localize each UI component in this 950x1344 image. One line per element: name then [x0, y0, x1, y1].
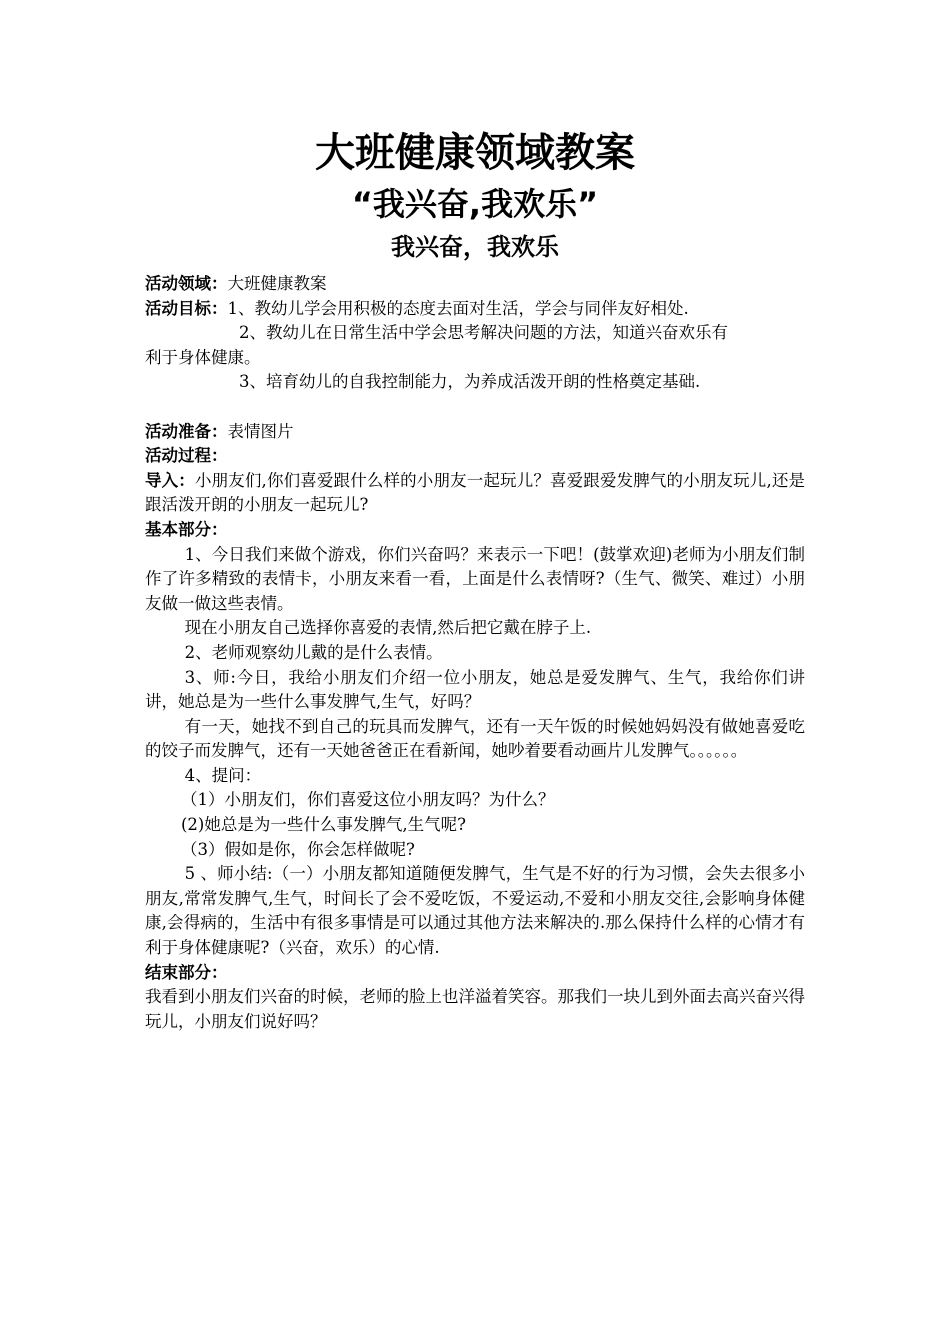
- activity-goal-2b: 利于身体健康。: [145, 347, 261, 367]
- question-3: （3）假如是你，你会怎样做呢?: [181, 839, 415, 859]
- intro-paragraph: [145, 469, 805, 518]
- document-subtitle: “我兴奋,我欢乐”: [351, 185, 599, 223]
- intro-label: 导入：: [145, 470, 195, 490]
- document-title: 大班健康领域教案: [315, 130, 635, 176]
- activity-domain-label: 活动领域：: [145, 274, 228, 293]
- intro-text: 小朋友们,你们喜爱跟什么样的小朋友一起玩儿？喜爱跟爱发脾气的小朋友玩儿,还是跟活泼开朗的小朋友一起玩儿?: [145, 470, 805, 515]
- activity-goal-3: 3、培育幼儿的自我控制能力，为养成活泼开朗的性格奠定基础.: [239, 372, 701, 392]
- activity-goal-label: 活动目标：: [145, 298, 228, 318]
- paragraph-6: 4、提问：: [184, 765, 262, 785]
- paragraph-7: 5 、师小结:（一）小朋友都知道随便发脾气，生气是不好的行为习惯，会失去很多小朋友,常常发脾气,生气，时间长了会不爱吃饭，不爱运动,不爱和小朋友交往,会影响身体健康,会得病的，生活中有很多事情是可以通过其他方法来解决的.那么保持什么样的心情才有利于身体健康呢?（兴奋，欢乐）的心情.: [145, 864, 805, 958]
- activity-process-label: 活动过程：: [145, 446, 228, 466]
- document-heading: 我兴奋，我欢乐: [391, 233, 559, 261]
- end-part-label: 结束部分：: [145, 962, 228, 982]
- basic-part-label: 基本部分：: [145, 519, 228, 539]
- document-body: [145, 272, 805, 1034]
- question-1: （1）小朋友们，你们喜爱这位小朋友吗？为什么？: [181, 790, 555, 810]
- paragraph-3: 2、老师观察幼儿戴的是什么表情。: [184, 642, 443, 662]
- paragraph-4: 3、师:今日，我给小朋友们介绍一位小朋友，她总是爱发脾气、生气，我给你们讲讲，她总是为一些什么事发脾气,生气，好吗？: [145, 667, 805, 712]
- activity-domain-line: [145, 272, 805, 297]
- activity-goal-2a: 2、教幼儿在日常生活中学会思考解决问题的方法，知道兴奋欢乐有: [239, 323, 728, 343]
- end-paragraph: 我看到小朋友们兴奋的时候，老师的脸上也洋溢着笑容。那我们一块儿到外面去高兴奋兴得玩儿，小朋友们说好吗？: [145, 987, 805, 1031]
- blank-line: [145, 395, 805, 420]
- activity-prep-line: [145, 420, 805, 445]
- activity-prep-value: 表情图片: [227, 421, 294, 441]
- question-2: (2)她总是为一些什么事发脾气,生气呢?: [181, 815, 466, 835]
- activity-goal-line: [145, 297, 805, 322]
- activity-domain-value: 大班健康教案: [227, 274, 327, 293]
- paragraph-1: 1、今日我们来做个游戏，你们兴奋吗？来表示一下吧！(鼓掌欢迎)老师为小朋友们制作了许多精致的表情卡，小朋友来看一看，上面是什么表情呀?（生气、微笑、难过）小朋友做一做这些表情。: [145, 544, 805, 613]
- activity-goal-1: 1、教幼儿学会用积极的态度去面对生活，学会与同伴友好相处.: [227, 298, 689, 318]
- paragraph-5: 有一天，她找不到自己的玩具而发脾气，还有一天午饭的时候她妈妈没有做她喜爱吃的饺子而发脾气，还有一天她爸爸正在看新闻，她吵着要看动画片儿发脾气。。。。。。: [145, 716, 805, 761]
- activity-prep-label: 活动准备：: [145, 421, 228, 441]
- paragraph-2: 现在小朋友自己选择你喜爱的表情,然后把它戴在脖子上.: [184, 618, 592, 638]
